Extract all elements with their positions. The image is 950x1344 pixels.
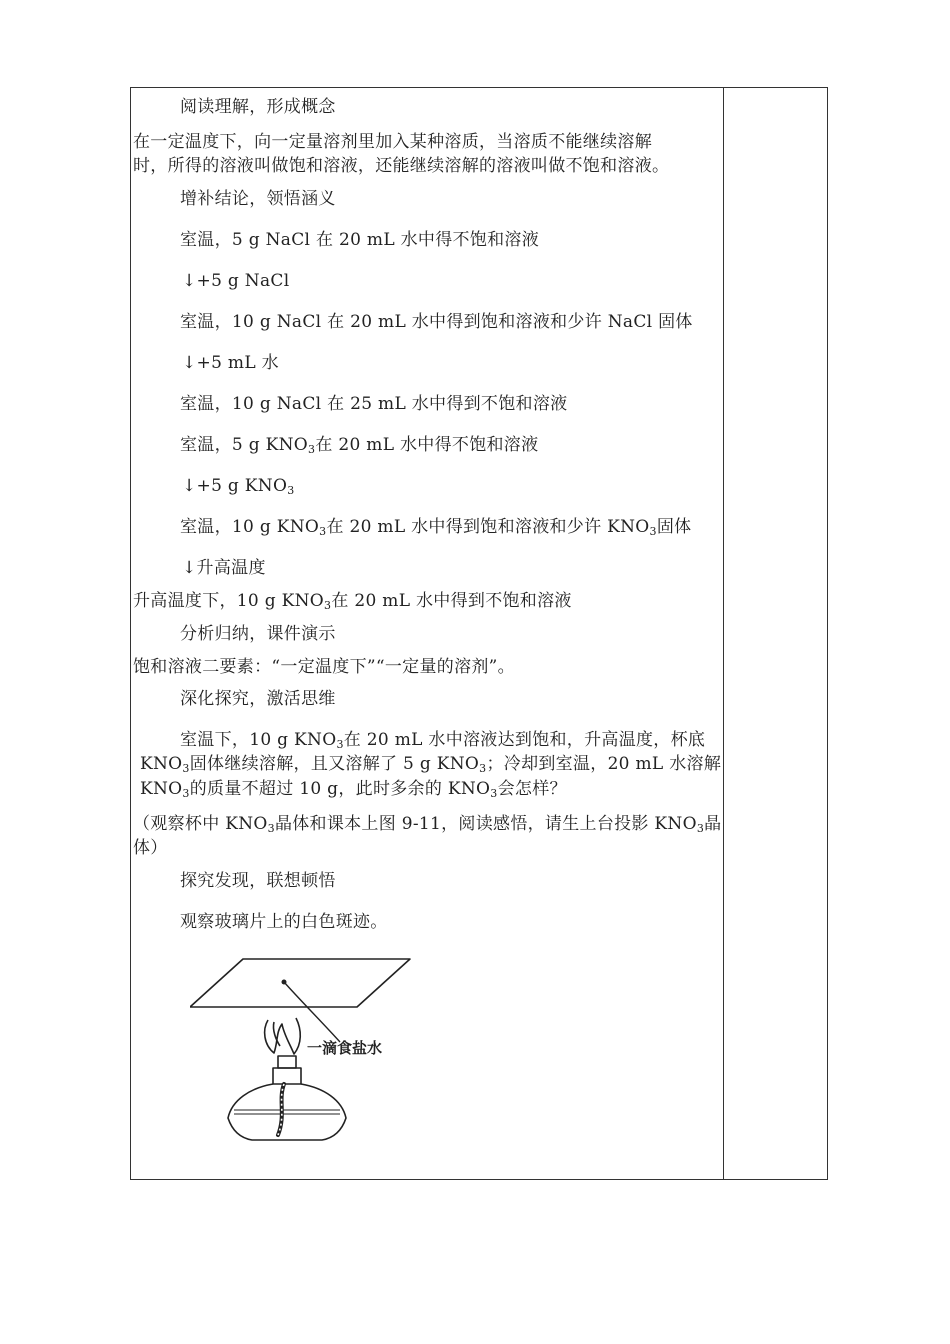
definition-line-1: 在一定温度下，向一定量溶剂里加入某种溶质，当溶质不能继续溶解	[133, 132, 652, 152]
explore-line-1: 室温下，10 g $KNO_3$在 20 mL 水中溶液达到饱和，升高温度，杯底	[180, 730, 706, 751]
observe-line-2: 体）	[133, 838, 168, 858]
heading-deepen: 深化探究，激活思维	[180, 689, 336, 709]
nacl-arrow-2: ↓+5 mL 水	[182, 353, 279, 373]
label-leader-line	[284, 982, 340, 1042]
lamp-neck	[273, 1068, 301, 1084]
kno3-arrow-2: ↓升高温度	[182, 558, 266, 578]
heading-discovery: 探究发现，联想顿悟	[180, 871, 336, 891]
kno3-arrow-1: ↓+5 g $KNO_3$	[182, 476, 295, 497]
heading-analysis: 分析归纳，课件演示	[180, 624, 336, 644]
heading-reading: 阅读理解，形成概念	[180, 97, 336, 117]
figure-label: 一滴食盐水	[307, 1039, 383, 1057]
nacl-arrow-1: ↓+5 g NaCl	[182, 271, 290, 291]
lamp-body	[228, 1084, 346, 1140]
definition-line-2: 时，所得的溶液叫做饱和溶液，还能继续溶解的溶液叫做不饱和溶液。	[133, 156, 670, 176]
two-elements-line: 饱和溶液二要素：“一定温度下”“一定量的溶剂”。	[133, 657, 515, 677]
heading-conclusion: 增补结论，领悟涵义	[180, 189, 336, 209]
kno3-step-1: 室温，5 g $KNO_3$在 20 mL 水中得不饱和溶液	[180, 435, 539, 456]
nacl-step-2: 室温，10 g NaCl 在 20 mL 水中得到饱和溶液和少许 NaCl 固体	[180, 312, 693, 332]
flame	[265, 1018, 301, 1054]
observe-line-1: （观察杯中 $KNO_3$晶体和课本上图 9-11，阅读感悟，请生上台投影 $KNO_3$晶	[133, 814, 722, 835]
wick-holder	[278, 1056, 296, 1068]
nacl-step-1: 室温，5 g NaCl 在 20 mL 水中得不饱和溶液	[180, 230, 540, 250]
observe-glass-line: 观察玻璃片上的白色斑迹。	[180, 912, 388, 932]
kno3-step-3: 升高温度下，10 g $KNO_3$在 20 mL 水中得到不饱和溶液	[133, 591, 572, 612]
explore-line-3: $KNO_3$的质量不超过 10 g，此时多余的 $KNO_3$会怎样？	[140, 779, 567, 800]
kno3-step-2: 室温，10 g $KNO_3$在 20 mL 水中得到饱和溶液和少许 $KNO_3$固体	[180, 517, 692, 538]
nacl-step-3: 室温，10 g NaCl 在 25 mL 水中得到不饱和溶液	[180, 394, 568, 414]
table-column-divider	[723, 87, 724, 1180]
explore-line-2: $KNO_3$固体继续溶解，且又溶解了 5 g $KNO_3$；冷却到室温，20 mL 水溶解	[140, 754, 722, 775]
